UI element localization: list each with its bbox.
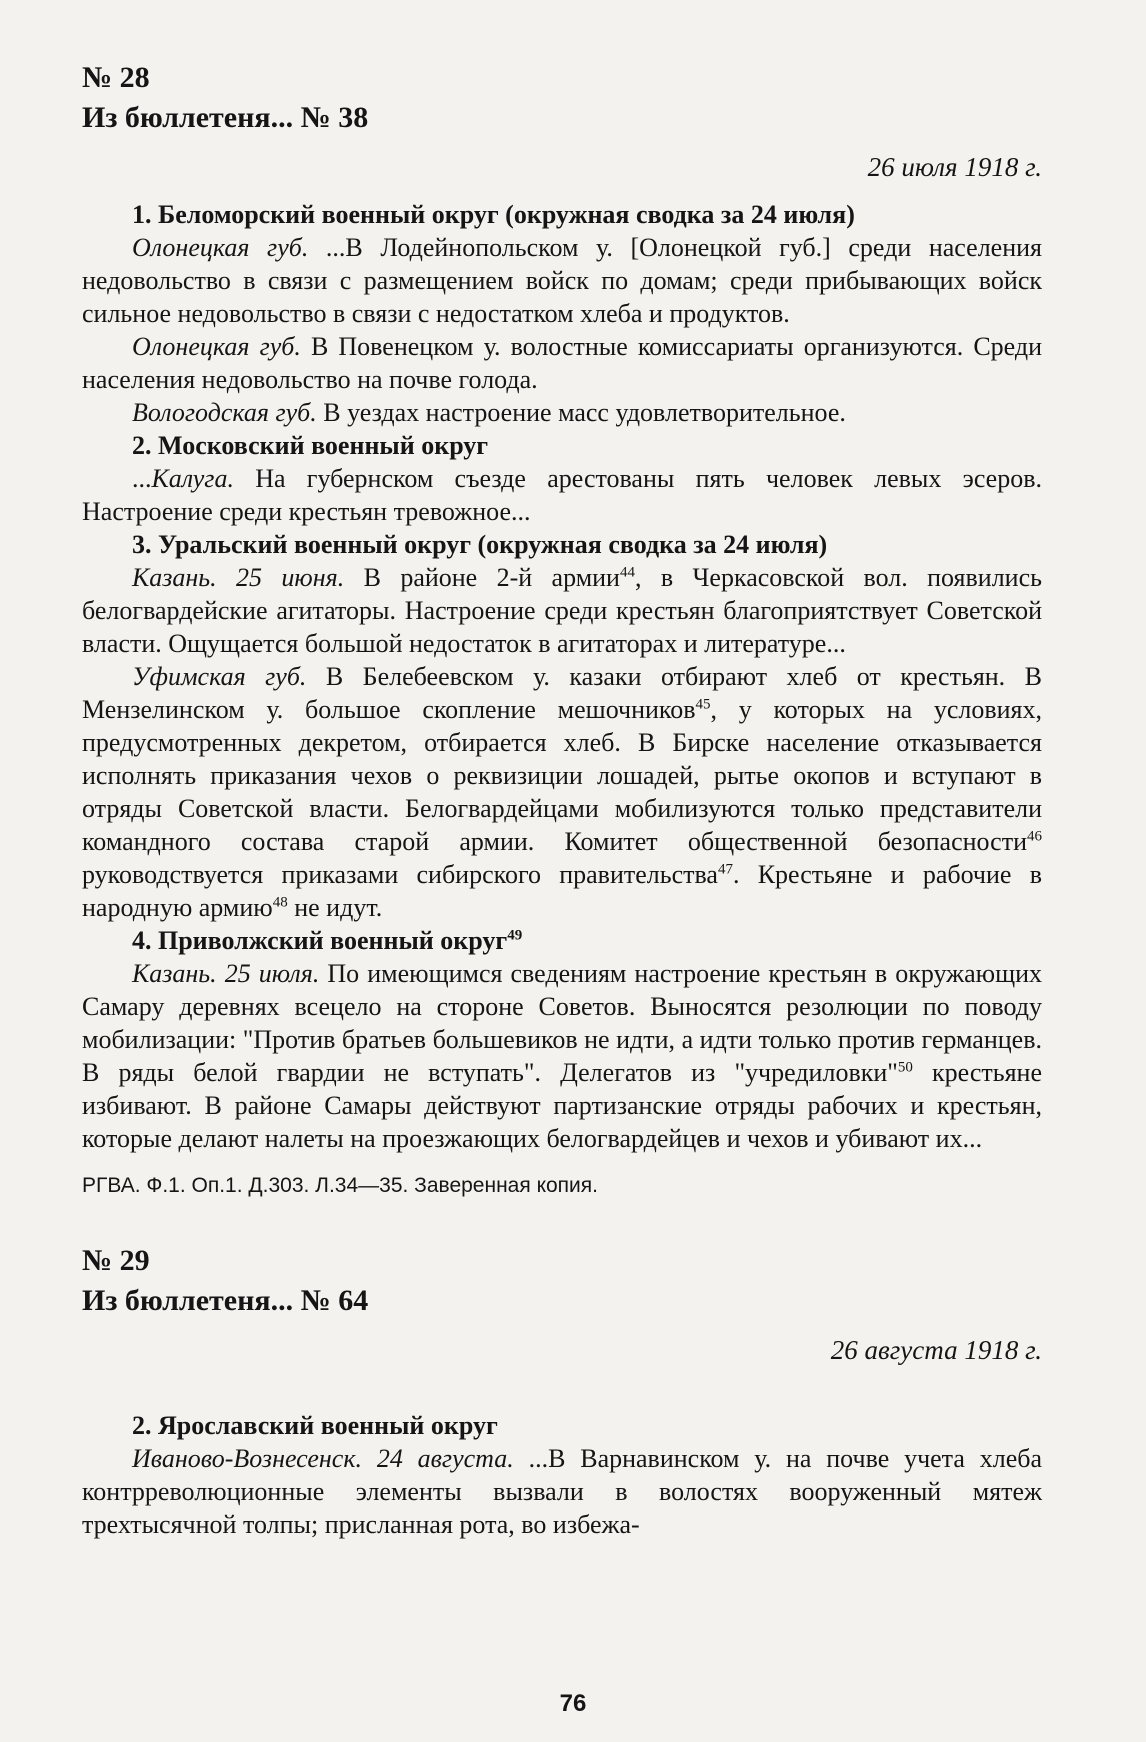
doc28-s1-paragraph-3 [82,396,1042,429]
place-name: Олонецкая губ. [132,332,301,361]
heading-text: 4. Приволжский военный округ [132,926,508,955]
doc29-s2-paragraph-1 [82,1442,1042,1541]
paragraph-text: На губернском съезде арестованы пять человек левых эсеров. Настроение среди крестьян тревожное... [82,464,1042,526]
place-name: Олонецкая губ. [132,233,309,262]
footnote-ref: 50 [897,1059,913,1076]
paragraph-text: руководствуется приказами сибирского правительства [82,860,718,889]
doc28-s1-paragraph-2 [82,330,1042,396]
doc28-section-1-heading: 1. Беломорский военный округ (окружная сводка за 24 июля) [132,200,855,229]
page-number: 76 [559,1690,587,1717]
doc29-section-2-heading: 2. Ярославский военный округ [132,1411,498,1440]
paragraph-text: По имеющимся сведениям настроение крестьян в окружающих Самару деревнях всецело на стороне Советов. Выносятся резолюции по поводу мобилизации: "Против братьев большевиков не идти, а идти только против германцев. В ряды белой гвардии не вступать". Делегатов из "учредиловки" [82,959,1043,1087]
doc29-number: № 29 [82,1244,150,1277]
doc28-section-2-heading: 2. Московский военный округ [132,431,489,460]
footnote-ref: 45 [695,696,711,713]
place-name: Калуга. [151,464,234,493]
doc28-section-3-heading: 3. Уральский военный округ (окружная сводка за 24 июля) [132,530,828,559]
paragraph-text: ...В Варнавинском у. на почве учета хлеба контрреволюционные элементы вызвали в волостях вооруженный мятеж трехтысячной толпы; присланная рота, во избежа- [82,1444,1043,1539]
doc28-section-4-heading [82,924,1042,957]
paragraph-text: В уездах настроение масс удовлетворительное. [316,398,846,427]
place-date: Иваново-Вознесенск. 24 августа. [132,1444,514,1473]
doc29-date: 26 августа 1918 г. [830,1335,1042,1365]
doc28-number: № 28 [82,61,150,94]
footnote-ref: 49 [507,927,523,944]
spacer [82,1381,1042,1409]
paragraph-text: , в Черкасовской вол. появились белогвардейские агитаторы. Настроение среди крестьян благоприятствует Советской власти. Ощущается большой недостаток в агитаторах и литературе... [82,563,1042,658]
place-name: Уфимская губ. [132,662,307,691]
doc28-s3-paragraph-2 [82,660,1042,924]
doc28-date: 26 июля 1918 г. [867,152,1042,182]
footnote-ref: 44 [619,564,635,581]
paragraph-text: , у которых на условиях, предусмотренных декретом, отбирается хлеб. В Бирске население отказывается исполнять приказания чехов о реквизиции лошадей, рытье окопов и вступают в отряды Советской власти. Белогвардейцами мобилизуются только представители командного состава старой армии. Комитет общественной безопасности [82,695,1042,856]
paragraph-text: ...В Лодейнопольском у. [Олонецкой губ.] среди населения недовольство в связи с размещением войск по домам; среди прибывающих войск сильное недовольство в связи с недостатком хлеба и продуктов. [82,233,1043,328]
paragraph-text: В районе 2-й армии [344,563,620,592]
doc28-archive-source: РГВА. Ф.1. Оп.1. Д.303. Л.34—35. Заверенная копия. [82,1174,598,1197]
paragraph-text: крестьяне избивают. В районе Самары действуют партизанские отряды рабочих и крестьян, которые делают налеты на проезжающих белогвардейцев и чехов и убивают их... [82,1058,1042,1153]
ellipsis: ... [132,464,152,493]
spacer [82,1201,1042,1241]
doc28-s4-paragraph-1 [82,957,1042,1155]
doc28-title: Из бюллетеня... № 38 [82,101,369,134]
footnote-ref: 48 [272,894,288,911]
place-name: Вологодская губ. [132,398,317,427]
footnote-ref: 46 [1027,828,1042,845]
doc28-s3-paragraph-1 [82,561,1042,660]
doc28-s2-paragraph-1 [82,462,1042,528]
paragraph-text: не идут. [287,893,383,922]
paragraph-text: . Крестьяне и рабочие в народную армию [82,860,1042,922]
paragraph-text: В Белебеевском у. казаки отбирают хлеб от крестьян. В Мензелинском у. большое скопление мешочников [82,662,1042,724]
place-date: Казань. 25 июня. [132,563,345,592]
paragraph-text: В Повенецком у. волостные комиссариаты организуются. Среди населения недовольство на почве голода. [82,332,1043,394]
doc29-title: Из бюллетеня... № 64 [82,1284,369,1317]
doc28-s1-paragraph-1 [82,231,1042,330]
place-date: Казань. 25 июля. [132,959,320,988]
page-content [82,58,1042,1541]
footnote-ref: 47 [717,861,733,878]
